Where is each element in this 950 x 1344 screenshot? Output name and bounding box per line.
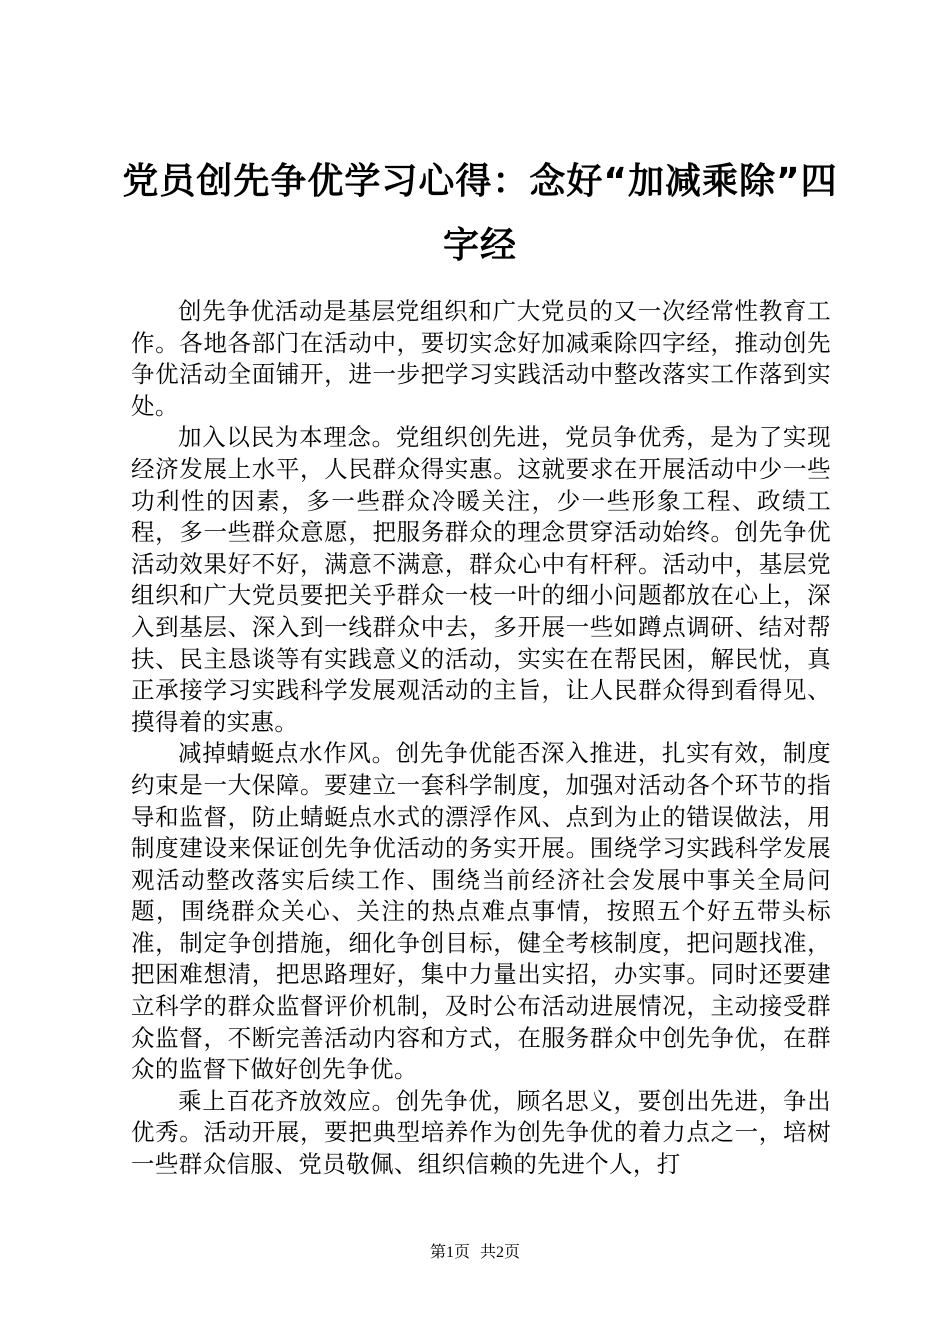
paragraph-intro: 创先争优活动是基层党组织和广大党员的又一次经常性教育工作。各地各部门在活动中，要切实念好加减乘除四字经，推动创先争优活动全面铺开，进一步把学习实践活动中整改落实工作落到实处。 [131, 297, 831, 420]
document-title: 党员创先争优学习心得：念好“加减乘除”四字经 [122, 161, 838, 266]
paragraph-multiply: 乘上百花齐放效应。创先争优，顾名思义，要创出先进，争出优秀。活动开展，要把典型培养作为创先争优的着力点之一，培树一些群众信服、党员敬佩、组织信赖的先进个人，打 [131, 1086, 831, 1179]
page-footer [0, 1243, 950, 1263]
page-total: 共2页 [480, 1244, 521, 1261]
paragraph-subtract: 减掉蜻蜓点水作风。创先争优能否深入推进，扎实有效，制度约束是一大保障。要建立一套科学制度，加强对活动各个环节的指导和监督，防止蜻蜓点水式的漂浮作风、点到为止的错误做法，用制度建设来保证创先争优活动的务实开展。围绕学习实践科学发展观活动整改落实后续工作、围绕当前经济社会发展中事关全局问题，围绕群众关心、关注的热点难点事情，按照五个好五带头标准，制定争创措施，细化争创目标，健全考核制度，把问题找准，把困难想清，把思路理好，集中力量出实招，办实事。同时还要建立科学的群众监督评价机制，及时公布活动进展情况，主动接受群众监督，不断完善活动内容和方式，在服务群众中创先争优，在群众的监督下做好创先争优。 [131, 739, 831, 1084]
page-number: 第1页 [429, 1244, 470, 1261]
paragraph-add: 加入以民为本理念。党组织创先进，党员争优秀，是为了实现经济发展上水平，人民群众得实惠。这就要求在开展活动中少一些功利性的因素，多一些群众冷暖关注，少一些形象工程、政绩工程，多一些群众意愿，把服务群众的理念贯穿活动始终。创先争优活动效果好不好，满意不满意，群众心中有杆秤。活动中，基层党组织和广大党员要把关乎群众一枝一叶的细小问题都放在心上，深入到基层、深入到一线群众中去，多开展一些如蹲点调研、结对帮扶、民主恳谈等有实践意义的活动，实实在在帮民困，解民忧，真正承接学习实践科学发展观活动的主旨，让人民群众得到看得见、摸得着的实惠。 [131, 423, 831, 736]
document-body [131, 296, 831, 1181]
